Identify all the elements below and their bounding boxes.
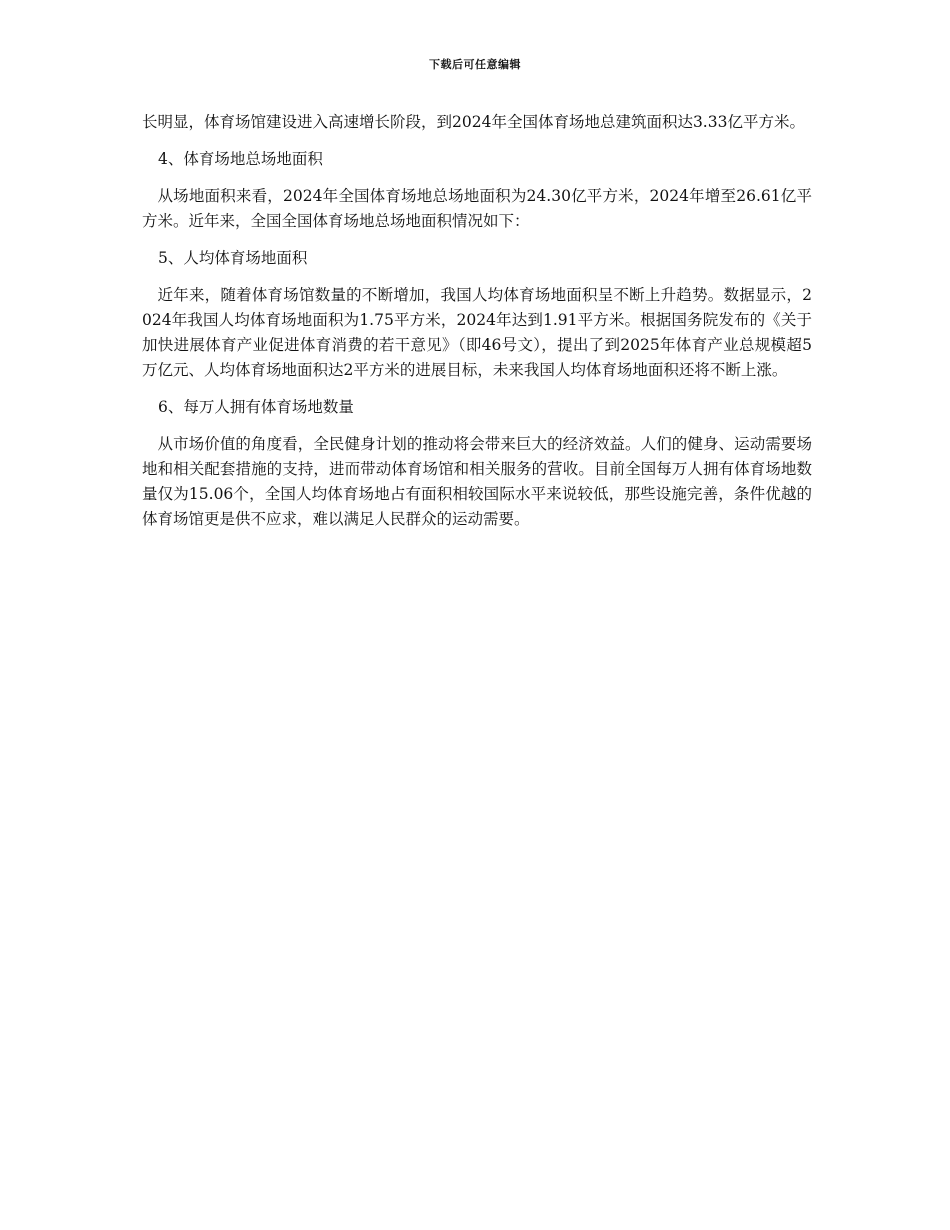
page-header: 下载后可任意编辑 [429,58,521,71]
section-heading-4: 4、体育场地总场地面积 [158,150,323,168]
section-heading-6: 6、每万人拥有体育场地数量 [158,398,354,416]
section-heading-5: 5、人均体育场地面积 [158,249,308,267]
document-body [142,110,812,544]
paragraph-per-capita-area: 近年来，随着体育场馆数量的不断增加，我国人均体育场地面积呈不断上升趋势。数据显示，2024年我国人均体育场地面积为1.75平方米，2024年达到1.91平方米。根据国务院发布的《关于加快进展体育产业促进体育消费的若干意见》（即46号文），提出了到2025年体育产业总规模超5万亿元、人均体育场地面积达2平方米的进展目标，未来我国人均体育场地面积还将不断上涨。 [142,286,812,379]
paragraph-site-area: 从场地面积来看，2024年全国体育场地总场地面积为24.30亿平方米，2024年增至26.61亿平方米。近年来，全国全国体育场地总场地面积情况如下： [142,187,812,230]
paragraph-venues-per-10k: 从市场价值的角度看，全民健身计划的推动将会带来巨大的经济效益。人们的健身、运动需要场地和相关配套措施的支持，进而带动体育场馆和相关服务的营收。目前全国每万人拥有体育场地数量仅为15.06个，全国人均体育场地占有面积相较国际水平来说较低，那些设施完善，条件优越的体育场馆更是供不应求，难以满足人民群众的运动需要。 [142,435,812,528]
paragraph-continuation: 长明显，体育场馆建设进入高速增长阶段，到2024年全国体育场地总建筑面积达3.33亿平方米。 [142,113,805,131]
